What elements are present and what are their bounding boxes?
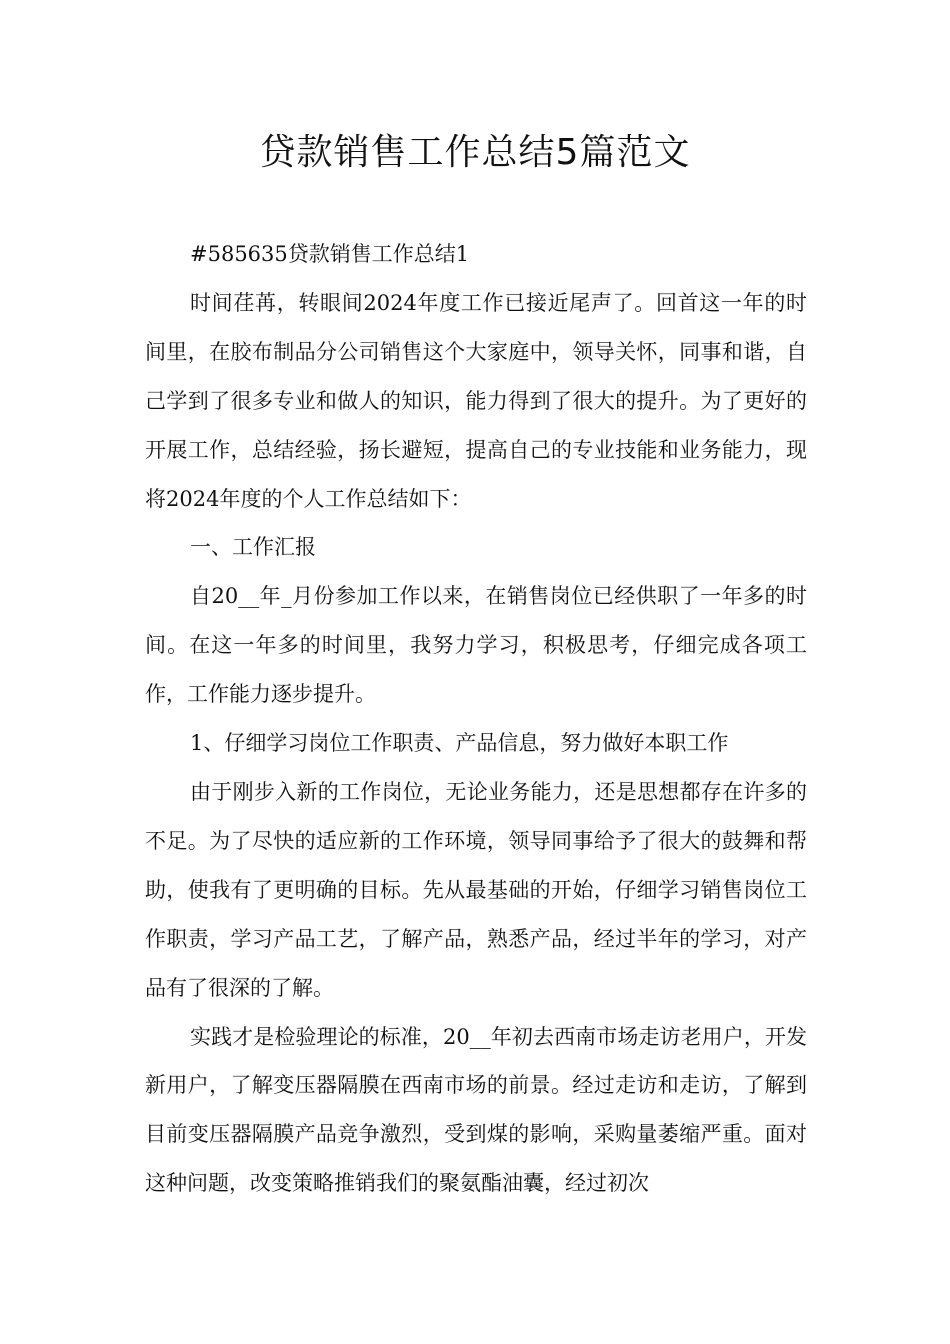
document-body <box>145 230 807 1208</box>
section-heading: #585635贷款销售工作总结1 <box>190 242 470 266</box>
paragraph: 实践才是检验理论的标准，20__年初去西南市场走访老用户，开发新用户，了解变压器隔膜在西南市场的前景。经过走访和走访，了解到目前变压器隔膜产品竞争激烈，受到煤的影响，采购量萎缩严重。面对这种问题，改变策略推销我们的聚氨酯油囊，经过初次 <box>145 1024 807 1196</box>
document-title: 贷款销售工作总结5篇范文 <box>259 132 691 173</box>
paragraph: 自20__年_月份参加工作以来，在销售岗位已经供职了一年多的时间。在这一年多的时间里，我努力学习，积极思考，仔细完成各项工作，工作能力逐步提升。 <box>145 584 807 707</box>
paragraph: 由于刚步入新的工作岗位，无论业务能力，还是思想都存在许多的不足。为了尽快的适应新的工作环境，领导同事给予了很大的鼓舞和帮助，使我有了更明确的目标。先从最基础的开始，仔细学习销售岗位工作职责，学习产品工艺，了解产品，熟悉产品，经过半年的学习，对产品有了很深的了解。 <box>145 779 807 1000</box>
paragraph: 时间荏苒，转眼间2024年度工作已接近尾声了。回首这一年的时间里，在胶布制品分公司销售这个大家庭中，领导关怀，同事和谐，自己学到了很多专业和做人的知识，能力得到了很大的提升。为了更好的开展工作，总结经验，扬长避短，提高自己的专业技能和业务能力，现将2024年度的个人工作总结如下： <box>145 290 807 511</box>
subsection-heading: 一、工作汇报 <box>190 535 316 560</box>
subsection-heading: 1、仔细学习岗位工作职责、产品信息，努力做好本职工作 <box>190 731 729 756</box>
